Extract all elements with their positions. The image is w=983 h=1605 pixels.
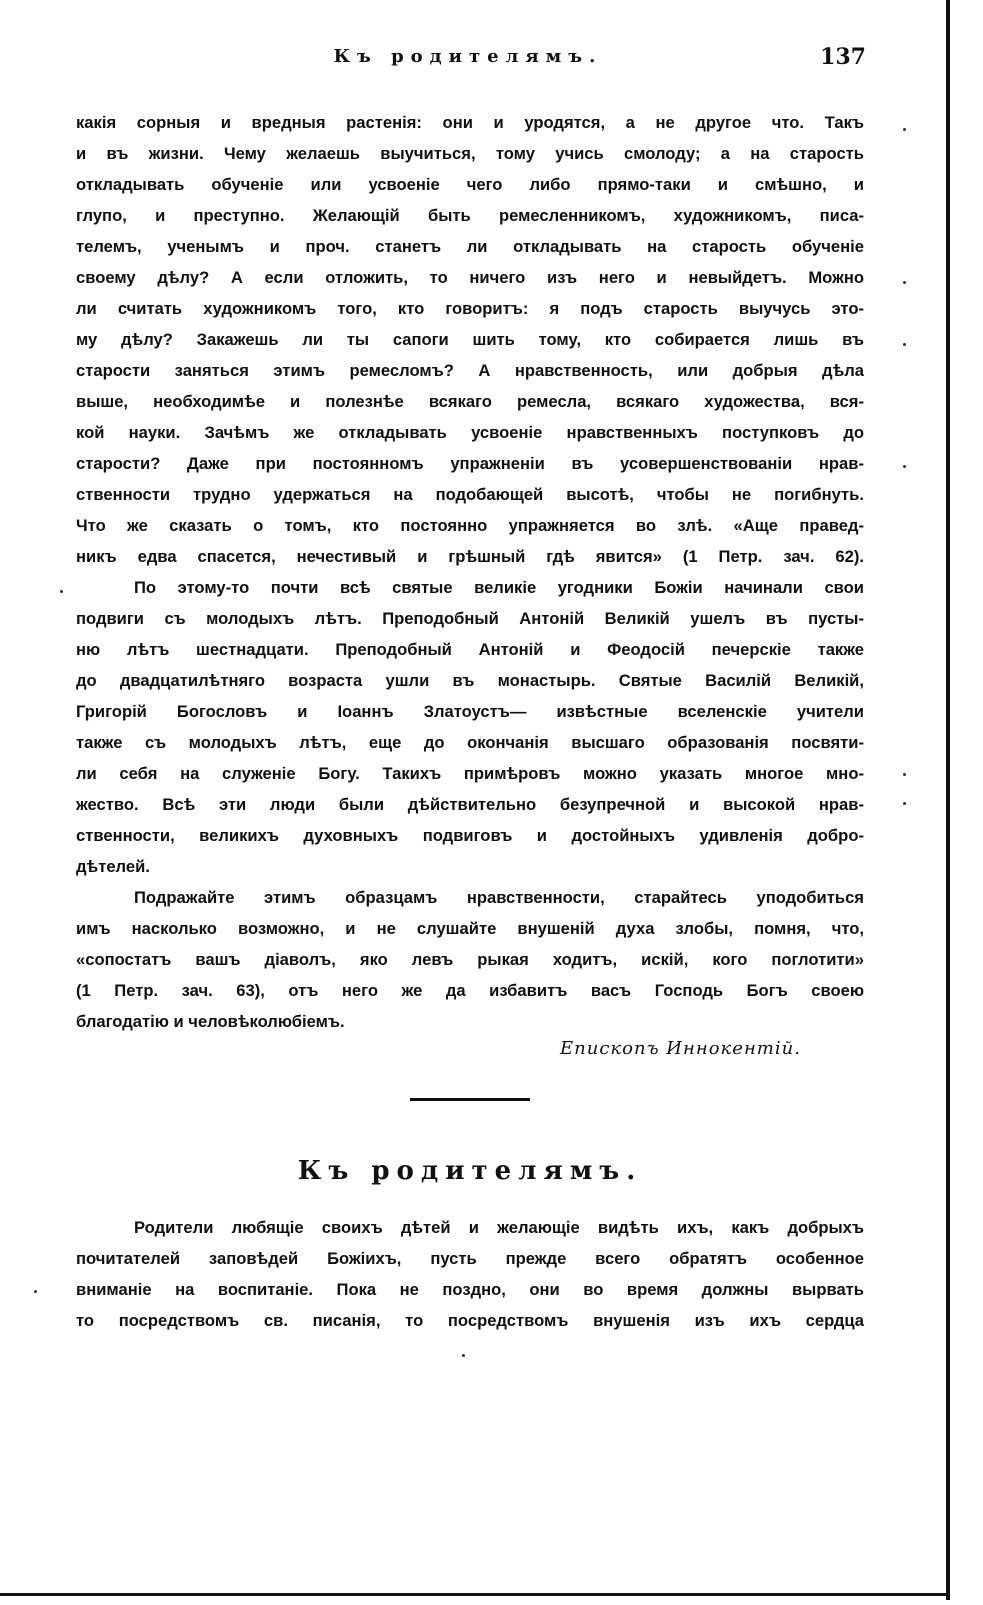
text-line: жество. Всѣ эти люди были дѣйствительно безупречной и высокой нрав- (76, 795, 864, 814)
text-line: откладывать обученіе или усвоеніе чего либо прямо-таки и смѣшно, и (76, 175, 864, 194)
paragraph-3 (76, 882, 864, 1037)
paragraph-2 (76, 572, 864, 882)
page-edge-right (946, 0, 950, 1600)
running-title: Къ родителямъ. (333, 46, 603, 67)
text-line: почитателей заповѣдей Божіихъ, пусть прежде всего обратятъ особенное (76, 1249, 864, 1268)
text-line: до двадцатилѣтняго возраста ушли въ монастырь. Святые Василій Великій, (76, 671, 864, 690)
text-line: вниманіе на воспитаніе. Пока не поздно, они во время должны вырвать (76, 1280, 864, 1299)
text-line: выше, необходимѣе и полезнѣе всякаго ремесла, всякаго художества, вся- (76, 392, 864, 411)
text-line: Подражайте этимъ образцамъ нравственности, старайтесь уподобиться (134, 888, 864, 907)
text-line: имъ насколько возможно, и не слушайте внушеній духа злобы, помня, что, (76, 919, 864, 938)
text-line: своему дѣлу? А если отложить, то ничего изъ него и невыйдетъ. Можно (76, 268, 864, 287)
text-line: благодатію и человѣколюбіемъ. (76, 1012, 345, 1031)
text-line: ли себя на служеніе Богу. Такихъ примѣровъ можно указать многое мно- (76, 764, 864, 783)
text-line: По этому-то почти всѣ святые великіе угодники Божіи начинали свои (134, 578, 864, 597)
text-line: дѣтелей. (76, 857, 150, 876)
page-edge-bottom (0, 1593, 950, 1596)
text-line: ню лѣтъ шестнадцати. Преподобный Антоній и Феодосій печерскіе также (76, 640, 864, 659)
text-line: (1 Петр. зач. 63), отъ него же да избавитъ васъ Господь Богъ своею (76, 981, 864, 1000)
text-line: старости заняться этимъ ремесломъ? А нравственность, или добрыя дѣла (76, 361, 864, 380)
paragraph-1 (76, 107, 864, 572)
text-line: ственности трудно удержаться на подобающей высотѣ, чтобы не погибнуть. (76, 485, 864, 504)
section-title: Къ родителямъ. (297, 1156, 643, 1186)
text-line: Что же сказать о томъ, кто постоянно упражняется во злѣ. «Аще правед- (76, 516, 864, 535)
text-line: Родители любящіе своихъ дѣтей и желающіе видѣть ихъ, какъ добрыхъ (134, 1218, 864, 1237)
text-line: никъ едва спасется, нечестивый и грѣшный гдѣ явится» (1 Петр. зач. 62). (76, 547, 864, 566)
text-line: подвиги съ молодыхъ лѣтъ. Преподобный Антоній Великій ушелъ въ пусты- (76, 609, 864, 628)
text-line: также съ молодыхъ лѣтъ, еще до окончанія высшаго образованія посвяти- (76, 733, 864, 752)
text-line: глупо, и преступно. Желающій быть ремесленникомъ, художникомъ, писа- (76, 206, 864, 225)
text-line: телемъ, ученымъ и проч. станетъ ли откладывать на старость обученіе (76, 237, 864, 256)
page-number: 137 (820, 44, 866, 70)
signature: Епископъ Иннокентій. (560, 1038, 801, 1059)
text-line: «сопостатъ вашъ діаволъ, яко левъ рыкая ходитъ, искій, кого поглотити» (76, 950, 864, 969)
page-header (70, 44, 866, 80)
section-divider (410, 1098, 530, 1101)
text-line: старости? Даже при постоянномъ упражненіи въ усовершенствованіи нрав- (76, 454, 864, 473)
text-line: кой науки. Зачѣмъ же откладывать усвоеніе нравственныхъ поступковъ до (76, 423, 864, 442)
text-line: то посредствомъ св. писанія, то посредствомъ внушенія изъ ихъ сердца (76, 1311, 864, 1330)
text-line: Григорій Богословъ и Іоаннъ Златоустъ— извѣстные вселенскіе учители (76, 702, 864, 721)
section-paragraph (76, 1212, 864, 1336)
text-line: ственности, великихъ духовныхъ подвиговъ и достойныхъ удивленія добро- (76, 826, 864, 845)
text-line: ли считать художникомъ того, кто говоритъ: я подъ старость выучусь это- (76, 299, 864, 318)
text-line: какія сорныя и вредныя растенія: они и уродятся, а не другое что. Такъ (76, 113, 864, 132)
text-line: и въ жизни. Чему желаешь выучиться, тому учись смолоду; а на старость (76, 144, 864, 163)
text-line: му дѣлу? Закажешь ли ты сапоги шить тому, кто собирается лишь въ (76, 330, 864, 349)
